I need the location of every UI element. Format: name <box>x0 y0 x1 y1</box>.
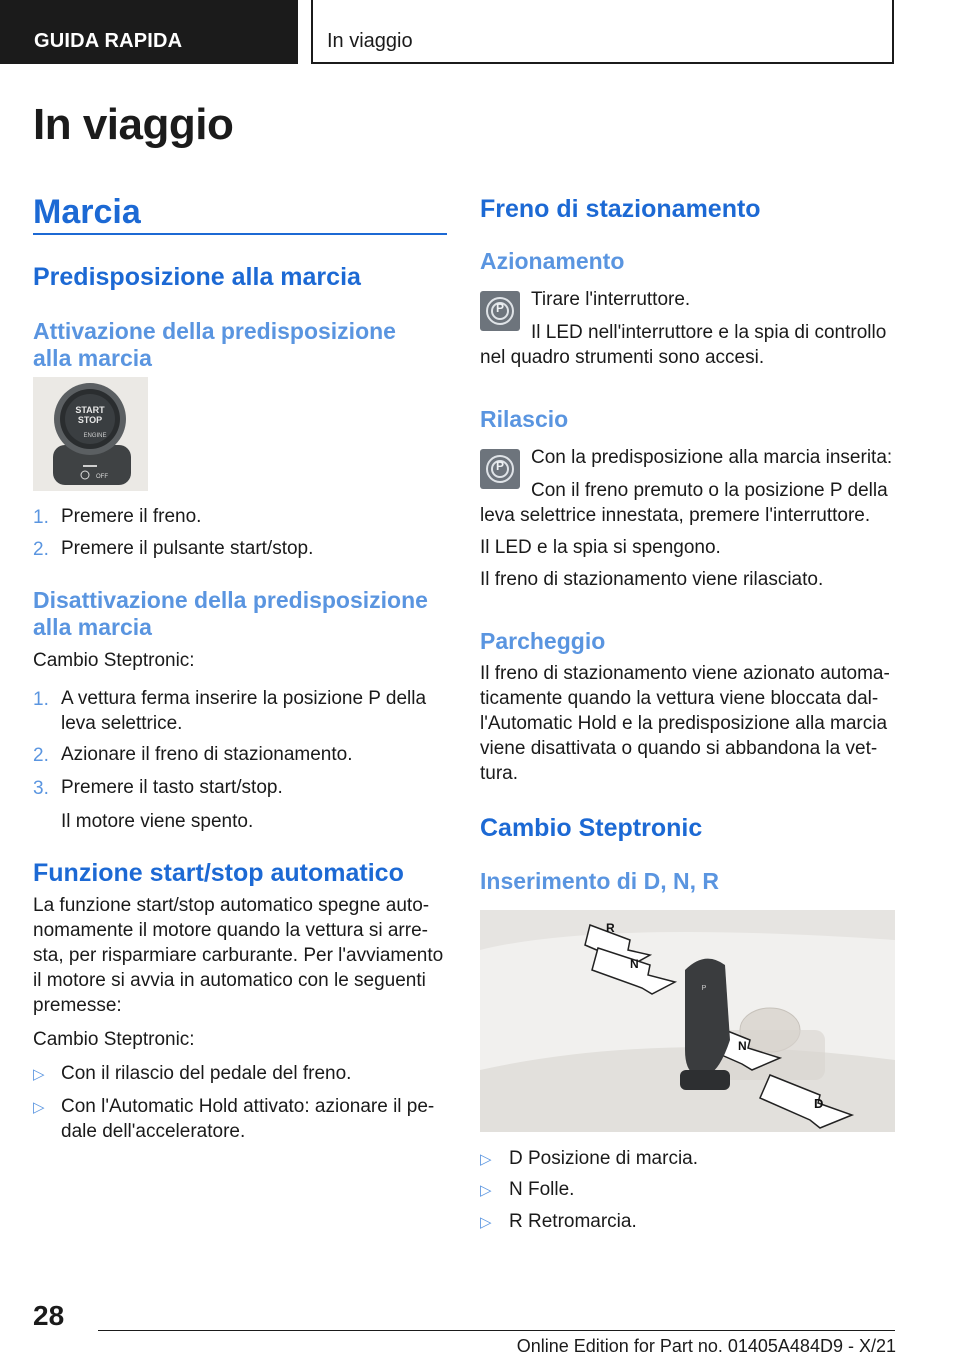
heading-steptronic: Cambio Steptronic <box>480 814 703 842</box>
heading-predisposizione: Predisposizione alla marcia <box>33 263 361 291</box>
bullet-icon: ▷ <box>33 1099 45 1116</box>
step-number: 2. <box>33 745 49 766</box>
step-number: 1. <box>33 689 49 710</box>
azionamento-text: Il LED nell'interruttore e la spia di controllo <box>531 322 887 343</box>
step-text: Premere il freno. <box>61 506 202 527</box>
gear-n-label-bottom: N <box>738 1039 747 1053</box>
intro-text: Cambio Steptronic: <box>33 1029 195 1050</box>
heading-startstop: Funzione start/stop automatico <box>33 859 404 887</box>
section-title-marcia: Marcia <box>33 193 141 231</box>
bullet-text: N Folle. <box>509 1179 575 1200</box>
bullet-icon: ▷ <box>480 1214 492 1231</box>
azionamento-text-cont: nel quadro strumenti sono accesi. <box>480 347 765 368</box>
parking-brake-icon-letter: P <box>495 459 504 473</box>
heading-rilascio: Rilascio <box>480 406 569 432</box>
header-section-label: GUIDA RAPIDA <box>34 30 183 52</box>
stop-label: STOP <box>77 415 103 425</box>
step-result: Il motore viene spento. <box>61 811 254 832</box>
bullet-icon: ▷ <box>480 1151 492 1168</box>
bullet-text: R Retromarcia. <box>509 1211 637 1232</box>
rilascio-text: Il freno di stazionamento viene rilasciato. <box>480 569 824 590</box>
paragraph-line: il motore si avvia in automatico con le seguenti <box>33 970 426 991</box>
start-label: START <box>75 405 105 415</box>
heading-inserimento: Inserimento di D, N, R <box>480 868 719 894</box>
intro-text: Cambio Steptronic: <box>33 650 195 671</box>
parking-brake-icon <box>480 291 520 331</box>
footer-rule <box>98 1330 895 1331</box>
paragraph-line: tura. <box>480 763 519 784</box>
paragraph-line: nomamente il motore quando la vettura si arre- <box>33 920 428 941</box>
rilascio-text: Con il freno premuto o la posizione P della <box>531 480 888 501</box>
page-number: 28 <box>33 1300 65 1331</box>
step-text: A vettura ferma inserire la posizione P della <box>61 688 427 709</box>
rilascio-text-cont: leva selettrice innestata, premere l'interruttore. <box>480 505 871 526</box>
bullet-icon: ▷ <box>33 1066 45 1083</box>
paragraph-line: viene disattivata o quando si abbandona la vet- <box>480 738 878 759</box>
rilascio-text: Il LED e la spia si spengono. <box>480 537 721 558</box>
header-chapter-tab <box>311 0 894 64</box>
heading-attivazione-line1: Attivazione della predisposizione <box>33 318 396 344</box>
paragraph-line: premesse: <box>33 995 122 1016</box>
paragraph-line: La funzione start/stop automatico spegne auto- <box>33 895 430 916</box>
gear-n-label-top: N <box>630 957 639 971</box>
header-chapter-label: In viaggio <box>327 30 413 52</box>
footer-edition: Online Edition for Part no. 01405A484D9 - X/21 <box>516 1336 896 1356</box>
heading-freno: Freno di stazionamento <box>480 195 761 223</box>
page-title: In viaggio <box>33 100 234 149</box>
heading-azionamento: Azionamento <box>480 248 625 274</box>
section-rule <box>33 233 447 235</box>
step-text: Azionare il freno di stazionamento. <box>61 744 353 765</box>
step-text: Premere il pulsante start/stop. <box>61 538 314 559</box>
paragraph-line: l'Automatic Hold e la predisposizione alla marcia <box>480 713 888 734</box>
gear-r-label: R <box>606 921 615 935</box>
step-text: Premere il tasto start/stop. <box>61 777 283 798</box>
azionamento-text: Tirare l'interruttore. <box>531 289 691 310</box>
step-number: 2. <box>33 539 49 560</box>
bullet-icon: ▷ <box>480 1182 492 1199</box>
step-number: 1. <box>33 507 49 528</box>
bullet-text: D Posizione di marcia. <box>509 1148 699 1169</box>
heading-attivazione-line2: alla marcia <box>33 345 152 371</box>
bullet-text-cont: dale dell'acceleratore. <box>61 1121 246 1142</box>
engine-label: ENGINE <box>83 433 107 439</box>
gear-d-label: D <box>814 1096 824 1111</box>
parking-brake-icon-letter: P <box>495 301 504 315</box>
gear-selector-photo <box>480 910 895 1132</box>
heading-disattivazione-line2: alla marcia <box>33 614 152 640</box>
step-text-cont: leva selettrice. <box>61 713 183 734</box>
header-section-tab <box>0 0 298 64</box>
svg-text:P: P <box>701 985 707 992</box>
rilascio-text: Con la predisposizione alla marcia inserita: <box>531 447 893 468</box>
paragraph-line: Il freno di stazionamento viene azionato automa- <box>480 663 890 684</box>
heading-disattivazione-line1: Disattivazione della predisposizione <box>33 587 428 613</box>
heading-parcheggio: Parcheggio <box>480 628 606 654</box>
bullet-text: Con l'Automatic Hold attivato: azionare il pe- <box>61 1096 435 1117</box>
start-stop-button-photo <box>33 377 148 491</box>
paragraph-line: ticamente quando la vettura viene bloccata dal- <box>480 688 879 709</box>
off-label: OFF <box>96 474 108 480</box>
paragraph-line: sta, per risparmiare carburante. Per l'avviamento <box>33 945 444 966</box>
parking-brake-icon <box>480 449 520 489</box>
bullet-text: Con il rilascio del pedale del freno. <box>61 1063 352 1084</box>
step-number: 3. <box>33 778 49 799</box>
